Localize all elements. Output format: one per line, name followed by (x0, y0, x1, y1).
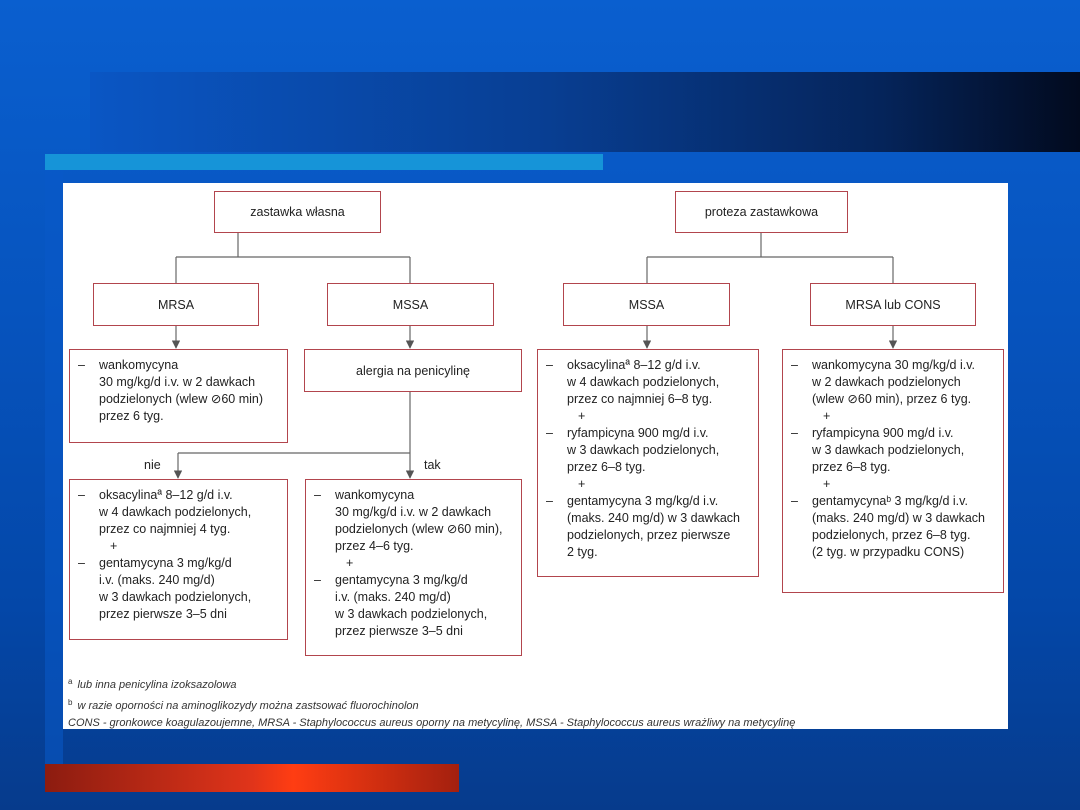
therapy-item (791, 357, 997, 408)
therapy-item-text: gentamycynaᵇ 3 mg/kg/d i.v. (maks. 240 mg/d) w 3 dawkach podzielonych, przez 6–8 tyg. (2 tyg. w przypadku CONS) (812, 494, 985, 559)
therapy-item (791, 425, 997, 476)
therapy-item-text: gentamycyna 3 mg/kg/d i.v. (maks. 240 mg/d) w 3 dawkach podzielonych, przez pierwsze 3–5 dni (99, 556, 252, 621)
therapy-native-mssa-no-allergy (69, 479, 288, 640)
node-native-mssa-label: MSSA (392, 297, 429, 312)
footnote-a (68, 673, 1003, 694)
therapy-item-text: wankomycyna 30 mg/kg/d i.v. w 2 dawkach podzielonych (wlew ⊘60 min), przez 6 tyg. (812, 358, 976, 406)
title-band (90, 72, 1080, 152)
therapy-item-text: gentamycyna 3 mg/kg/d i.v. (maks. 240 mg/d) w 3 dawkach podzielonych, przez pierwsze 2 tyg. (567, 494, 740, 559)
footnote-abbreviations: CONS - gronkowce koagulazoujemne, MRSA - Staphylococcus aureus oporny na metycylinę, MSSA - Staphylococcus aureus wrażliwy na metycylinę (68, 717, 796, 729)
therapy-prosthetic-mrsa-cons (782, 349, 1004, 593)
node-penicillin-allergy (304, 349, 522, 392)
therapy-prosthetic-mssa (537, 349, 759, 577)
therapy-item (791, 493, 997, 561)
node-native-mrsa-label: MRSA (157, 297, 195, 312)
bullet-dash: – (78, 556, 85, 570)
plus-sign: + (823, 409, 831, 423)
therapy-item-text: oksacylinaª 8–12 g/d i.v. w 4 dawkach podzielonych, przez co najmniej 6–8 tyg. (567, 358, 720, 406)
node-native-valve (214, 191, 381, 233)
therapy-item (546, 493, 752, 561)
node-prosthetic-mrsa-cons-label: MRSA lub CONS (845, 297, 941, 312)
accent-bar-top (45, 154, 603, 170)
plus-sign: + (823, 477, 831, 491)
bullet-dash: – (546, 358, 553, 372)
therapy-item-text: oksacylinaª 8–12 g/d i.v. w 4 dawkach podzielonych, przez co najmniej 4 tyg. (99, 488, 252, 536)
plus-sign: + (346, 556, 354, 570)
therapy-item-text: gentamycyna 3 mg/kg/d i.v. (maks. 240 mg/d) w 3 dawkach podzielonych, przez pierwsze 3–5 dni (335, 573, 488, 638)
bullet-dash: – (314, 573, 321, 587)
node-prosthetic-mssa-label: MSSA (628, 297, 665, 312)
node-native-mrsa (93, 283, 259, 326)
therapy-item-text: wankomycyna 30 mg/kg/d i.v. w 2 dawkach podzielonych (wlew ⊘60 min) przez 6 tyg. (99, 358, 264, 423)
footnote-a-mark: a (68, 677, 73, 686)
plus-sign: + (578, 409, 586, 423)
therapy-item-text: ryfampicyna 900 mg/d i.v. w 3 dawkach podzielonych, przez 6–8 tyg. (567, 426, 720, 474)
therapy-item-text: ryfampicyna 900 mg/d i.v. w 3 dawkach podzielonych, przez 6–8 tyg. (812, 426, 965, 474)
plus-sign: + (110, 539, 118, 553)
branch-label-no: nie (144, 458, 161, 472)
bullet-dash: – (546, 426, 553, 440)
therapy-native-mssa-allergy (305, 479, 522, 656)
therapy-item (546, 425, 752, 476)
bullet-dash: – (314, 488, 321, 502)
bullet-dash: – (791, 358, 798, 372)
therapy-item (78, 487, 281, 538)
therapy-native-mrsa (69, 349, 288, 443)
node-prosthetic-mssa (563, 283, 730, 326)
footnote-b (68, 694, 1003, 715)
bullet-dash: – (791, 426, 798, 440)
footnote-a-text: lub inna penicylina izoksazolowa (77, 679, 237, 691)
bullet-dash: – (791, 494, 798, 508)
node-prosthetic-valve (675, 191, 848, 233)
node-native-mssa (327, 283, 494, 326)
therapy-item (546, 357, 752, 408)
footnotes (68, 673, 1003, 732)
plus-sign: + (578, 477, 586, 491)
node-penicillin-allergy-label: alergia na penicylinę (356, 363, 470, 378)
accent-bar-bottom (45, 764, 459, 792)
footnote-b-mark: b (68, 698, 73, 707)
therapy-item (314, 572, 515, 640)
therapy-item (314, 487, 515, 555)
flowchart-figure (63, 183, 1008, 729)
bullet-dash: – (78, 358, 85, 372)
therapy-item (78, 357, 281, 425)
therapy-item-text: wankomycyna 30 mg/kg/d i.v. w 2 dawkach podzielonych (wlew ⊘60 min), przez 4–6 tyg. (335, 488, 503, 553)
footnote-b-text: w razie oporności na aminoglikozydy można zastsować fluorochinolon (77, 700, 419, 712)
bullet-dash: – (78, 488, 85, 502)
node-prosthetic-mrsa-cons (810, 283, 976, 326)
branch-label-yes: tak (424, 458, 441, 472)
left-stripe (45, 170, 63, 764)
node-native-valve-label: zastawka własna (250, 205, 345, 219)
node-prosthetic-valve-label: proteza zastawkowa (704, 205, 819, 219)
therapy-item (78, 555, 281, 623)
bullet-dash: – (546, 494, 553, 508)
